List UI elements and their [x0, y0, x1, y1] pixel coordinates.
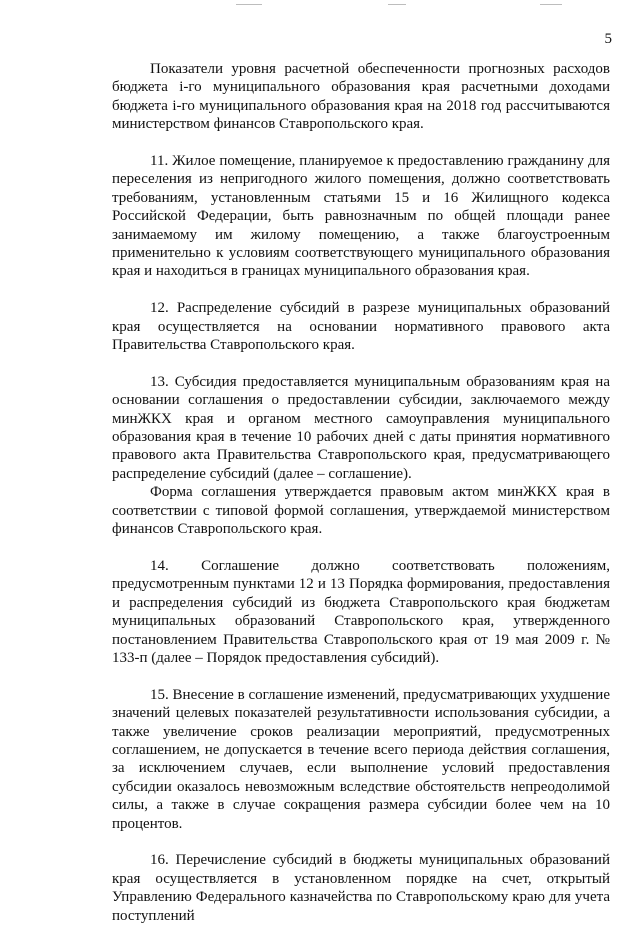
paragraph-13: 13. Субсидия предоставляется муниципальным образованиям края на основании соглашения о предоставлении субсидии, заключаемого между минЖКХ края и органом местного самоуправления муниципального образования края в течение 10 рабочих дней с даты принятия нормативного правового акта Правительства Ставропольского края, предусматривающего распределение субсидий (далее – соглашение). — [112, 373, 610, 482]
paragraph-12: 12. Распределение субсидий в разрезе муниципальных образований края осуществляется на основании нормативного правового акта Правительства Ставропольского края. — [112, 300, 610, 354]
paragraph-11: 11. Жилое помещение, планируемое к предоставлению гражданину для переселения из непригодного жилого помещения, должно соответствовать требованиям, установленным статьями 15 и 16 Жилищного кодекса Российской Федерации, быть равнозначным по общей площади ранее занимаемому им жилому помещению, а также благоустроенным применительно к условиям соответствующего муниципального образования края и находиться в границах муниципального образования края. — [112, 153, 610, 280]
scan-artifact — [388, 4, 406, 5]
body-text — [112, 60, 610, 925]
page-number: 5 — [604, 31, 612, 47]
paragraph-15: 15. Внесение в соглашение изменений, предусматривающих ухудшение значений целевых показателей результативности использования субсидии, а также увеличение сроков реализации мероприятий, предусмотренных соглашением, не допускается в течение всего периода действия соглашения, за исключением случаев, если выполнение условий предоставления субсидии оказалось невозможным вследствие обстоятельств непреодолимой силы, а также в случае сокращения размера субсидии более чем на 10 процентов. — [112, 686, 610, 832]
paragraph-16: 16. Перечисление субсидий в бюджеты муниципальных образований края осуществляется в установленном порядке на счет, открытый Управлению Федерального казначейства по Ставропольскому краю для учета поступлений — [112, 852, 610, 924]
paragraph-13-form: Форма соглашения утверждается правовым актом минЖКХ края в соответствии с типовой формой соглашения, утверждаемой министерством финансов Ставропольского края. — [112, 484, 610, 538]
paragraph-14: 14. Соглашение должно соответствовать положениям, предусмотренным пунктами 12 и 13 Порядка формирования, предоставления и распределения субсидий из бюджета Ставропольского края бюджетам муниципальных образований Ставропольского края, утвержденного постановлением Правительства Ставропольского края от 19 мая 2009 г. № 133-п (далее – Порядок предоставления субсидий). — [112, 557, 610, 666]
paragraph-intro: Показатели уровня расчетной обеспеченности прогнозных расходов бюджета i-го муниципального образования края расчетными доходами бюджета i-го муниципального образования края на 2018 год рассчитываются министерством финансов Ставропольского края. — [112, 61, 610, 133]
scan-artifact — [236, 4, 262, 5]
scan-artifact — [540, 4, 562, 5]
